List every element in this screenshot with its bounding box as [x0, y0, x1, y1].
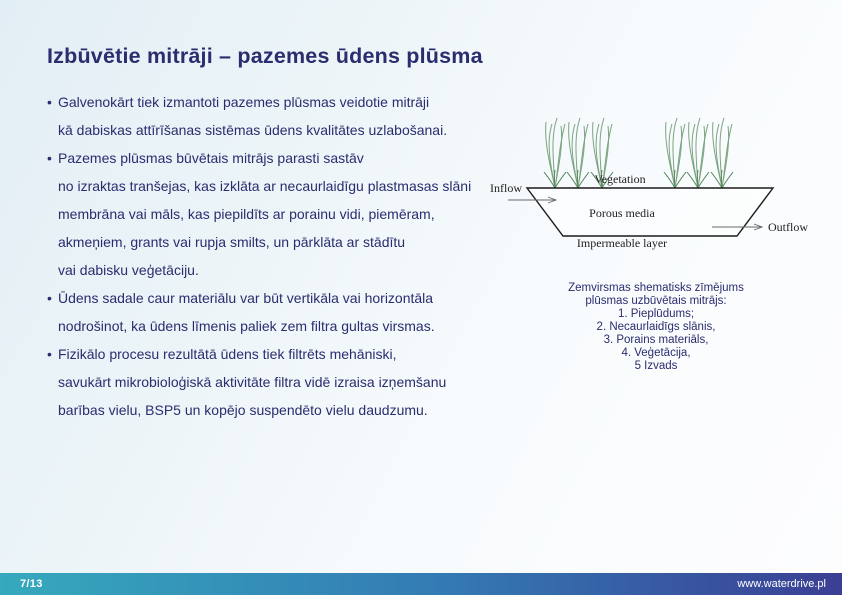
- body-line: [47, 200, 507, 228]
- body-line-text: vai dabisku veģetāciju.: [58, 262, 199, 278]
- caption-line: 2. Necaurlaidīgs slānis,: [596, 321, 716, 333]
- grass-icon: [567, 118, 589, 188]
- bullet-marker: •: [47, 94, 52, 110]
- body-line-text: savukārt mikrobioloģiskā aktivitāte filtra vidē izraisa izņemšanu: [58, 374, 447, 390]
- caption-line: Zemvirsmas shematisks zīmējums: [568, 282, 744, 294]
- inflow-label: Inflow: [490, 181, 522, 195]
- website-link[interactable]: www.waterdrive.pl: [737, 578, 826, 590]
- body-line: [47, 340, 507, 368]
- body-line-text: akmeņiem, grants vai rupja smilts, un pārklāta ar stādītu: [58, 234, 406, 250]
- grass-icon: [711, 118, 733, 188]
- grass-icon: [664, 118, 686, 188]
- bullet-marker: •: [47, 150, 52, 166]
- page-indicator: 7/13: [20, 578, 43, 590]
- body-line: [47, 172, 507, 200]
- page-title: Izbūvētie mitrāji – pazemes ūdens plūsma: [47, 44, 483, 68]
- bullet-list: [47, 88, 507, 424]
- caption-line: 3. Porains materiāls,: [603, 334, 709, 346]
- grass-icon: [544, 118, 566, 188]
- caption-line: plūsmas uzbūvētais mitrājs:: [585, 295, 727, 307]
- wetland-diagram: [485, 100, 835, 252]
- porous-media-label: Porous media: [589, 206, 655, 220]
- footer-bar: [0, 573, 842, 595]
- grass-icon: [687, 118, 709, 188]
- body-line-text: Fizikālo procesu rezultātā ūdens tiek filtrēts mehāniski,: [58, 346, 397, 362]
- impermeable-layer-label: Impermeable layer: [576, 236, 668, 250]
- body-line: [47, 396, 507, 424]
- body-line: [47, 368, 507, 396]
- body-line: [47, 256, 507, 284]
- body-line-text: barības vielu, BSP5 un kopējo suspendēto vielu daudzumu.: [58, 402, 428, 418]
- body-line: [47, 144, 507, 172]
- figure-caption: [520, 282, 792, 373]
- body-line: [47, 284, 507, 312]
- body-line-text: membrāna vai māls, kas piepildīts ar porainu vidi, piemēram,: [58, 206, 435, 222]
- body-line-text: Pazemes plūsmas būvētais mitrājs parasti sastāv: [58, 150, 364, 166]
- body-line-text: kā dabiskas attīrīšanas sistēmas ūdens kvalitātes uzlabošanai.: [58, 122, 448, 138]
- body-line: [47, 312, 507, 340]
- body-line: [47, 88, 507, 116]
- caption-line: 1. Pieplūdums;: [617, 308, 695, 320]
- wetland-diagram-svg: [485, 100, 835, 252]
- caption-line: 4. Veģetācija,: [621, 347, 691, 359]
- body-line-text: Galvenokārt tiek izmantoti pazemes plūsmas veidotie mitrāji: [58, 94, 430, 110]
- caption-line: 5 Izvads: [634, 360, 678, 372]
- body-line-text: no izraktas tranšejas, kas izklāta ar necaurlaidīgu plastmasas slāni: [58, 178, 472, 194]
- bullet-marker: •: [47, 346, 52, 362]
- outflow-label: Outflow: [768, 220, 808, 234]
- body-line-text: Ūdens sadale caur materiālu var būt vertikāla vai horizontāla: [58, 290, 434, 306]
- body-line: [47, 228, 507, 256]
- body-line-text: nodrošinot, ka ūdens līmenis paliek zem filtra gultas virsmas.: [58, 318, 435, 334]
- body-line: [47, 116, 507, 144]
- bullet-marker: •: [47, 290, 52, 306]
- vegetation-label: Vegetation: [594, 172, 646, 186]
